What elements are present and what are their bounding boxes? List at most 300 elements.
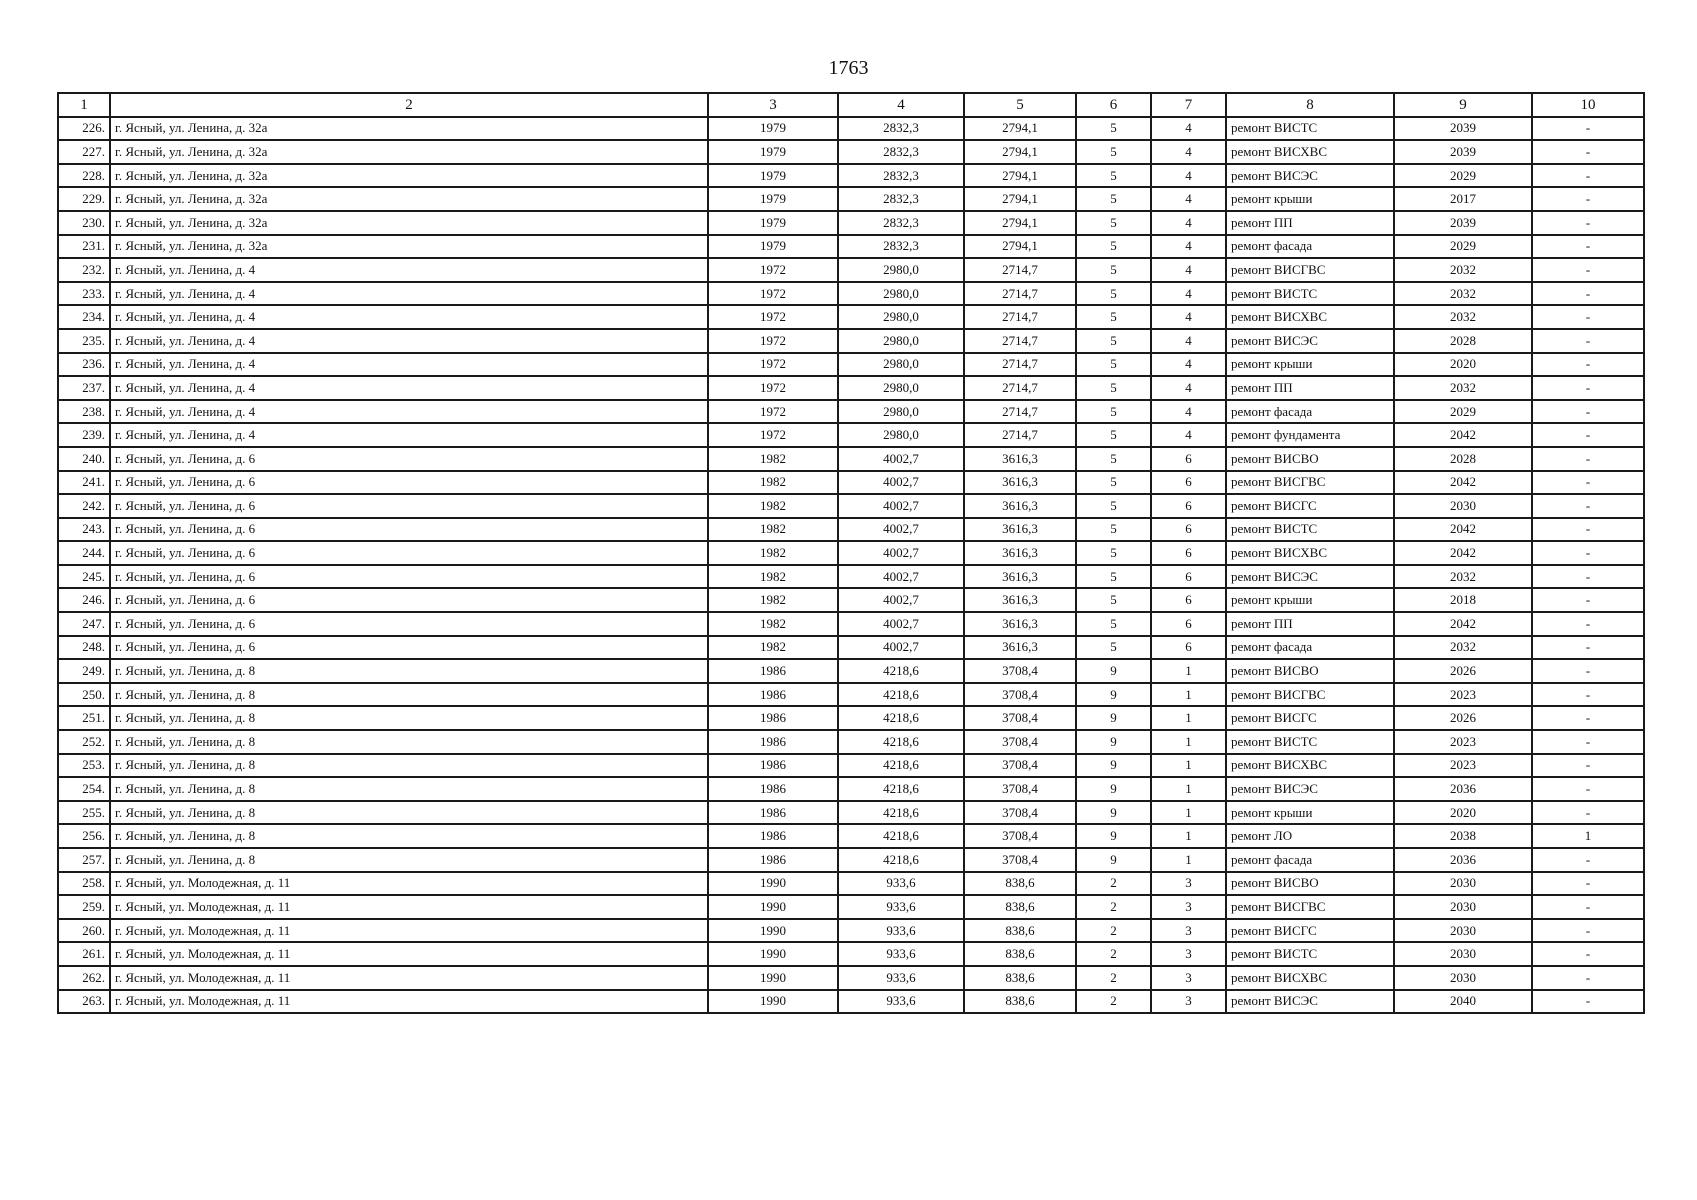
flag-cell: - <box>1532 353 1644 377</box>
year-built-cell: 1972 <box>708 329 838 353</box>
repair-type-cell: ремонт ВИСТС <box>1226 117 1394 141</box>
total-area-cell: 2980,0 <box>838 423 964 447</box>
table-row <box>58 801 1644 825</box>
flag-cell: - <box>1532 966 1644 990</box>
flag-cell: - <box>1532 730 1644 754</box>
row-number-cell: 240. <box>58 447 110 471</box>
total-area-cell: 2832,3 <box>838 117 964 141</box>
repair-type-cell: ремонт ВИСВО <box>1226 659 1394 683</box>
row-number-cell: 249. <box>58 659 110 683</box>
year-built-cell: 1979 <box>708 187 838 211</box>
repair-type-cell: ремонт фасада <box>1226 400 1394 424</box>
total-area-cell: 2980,0 <box>838 282 964 306</box>
row-number-cell: 243. <box>58 518 110 542</box>
row-number-cell: 255. <box>58 801 110 825</box>
flag-cell: - <box>1532 588 1644 612</box>
floors-cell: 5 <box>1076 400 1151 424</box>
row-number-cell: 228. <box>58 164 110 188</box>
floors-cell: 9 <box>1076 730 1151 754</box>
flag-cell: - <box>1532 282 1644 306</box>
living-area-cell: 2714,7 <box>964 353 1076 377</box>
year-built-cell: 1986 <box>708 659 838 683</box>
address-cell: г. Ясный, ул. Ленина, д. 32а <box>110 235 708 259</box>
planned-year-cell: 2030 <box>1394 895 1532 919</box>
row-number-cell: 256. <box>58 824 110 848</box>
living-area-cell: 838,6 <box>964 895 1076 919</box>
table-row <box>58 494 1644 518</box>
living-area-cell: 3708,4 <box>964 777 1076 801</box>
living-area-cell: 3616,3 <box>964 541 1076 565</box>
flag-cell: - <box>1532 423 1644 447</box>
entrances-cell: 6 <box>1151 471 1226 495</box>
entrances-cell: 6 <box>1151 588 1226 612</box>
living-area-cell: 2714,7 <box>964 376 1076 400</box>
row-number-cell: 247. <box>58 612 110 636</box>
repair-type-cell: ремонт ВИСГВС <box>1226 258 1394 282</box>
table-body <box>58 117 1644 1014</box>
floors-cell: 9 <box>1076 801 1151 825</box>
repair-type-cell: ремонт ВИСГС <box>1226 706 1394 730</box>
address-cell: г. Ясный, ул. Молодежная, д. 11 <box>110 942 708 966</box>
repair-type-cell: ремонт ВИСВО <box>1226 447 1394 471</box>
table-row <box>58 565 1644 589</box>
living-area-cell: 2714,7 <box>964 305 1076 329</box>
flag-cell: - <box>1532 872 1644 896</box>
entrances-cell: 1 <box>1151 801 1226 825</box>
year-built-cell: 1990 <box>708 942 838 966</box>
entrances-cell: 1 <box>1151 659 1226 683</box>
entrances-cell: 6 <box>1151 636 1226 660</box>
address-cell: г. Ясный, ул. Ленина, д. 6 <box>110 471 708 495</box>
total-area-cell: 933,6 <box>838 990 964 1014</box>
floors-cell: 9 <box>1076 777 1151 801</box>
total-area-cell: 933,6 <box>838 872 964 896</box>
living-area-cell: 2794,1 <box>964 140 1076 164</box>
flag-cell: - <box>1532 801 1644 825</box>
row-number-cell: 258. <box>58 872 110 896</box>
table-row <box>58 895 1644 919</box>
total-area-cell: 2832,3 <box>838 164 964 188</box>
living-area-cell: 3616,3 <box>964 636 1076 660</box>
total-area-cell: 2980,0 <box>838 376 964 400</box>
planned-year-cell: 2042 <box>1394 423 1532 447</box>
address-cell: г. Ясный, ул. Ленина, д. 32а <box>110 187 708 211</box>
floors-cell: 5 <box>1076 612 1151 636</box>
planned-year-cell: 2040 <box>1394 990 1532 1014</box>
entrances-cell: 1 <box>1151 777 1226 801</box>
year-built-cell: 1972 <box>708 376 838 400</box>
living-area-cell: 3708,4 <box>964 754 1076 778</box>
row-number-cell: 250. <box>58 683 110 707</box>
flag-cell: - <box>1532 754 1644 778</box>
total-area-cell: 4002,7 <box>838 541 964 565</box>
repair-type-cell: ремонт крыши <box>1226 353 1394 377</box>
flag-cell: - <box>1532 706 1644 730</box>
floors-cell: 5 <box>1076 376 1151 400</box>
flag-cell: - <box>1532 659 1644 683</box>
repair-type-cell: ремонт ВИСГС <box>1226 494 1394 518</box>
living-area-cell: 2794,1 <box>964 164 1076 188</box>
repair-type-cell: ремонт ВИСГВС <box>1226 895 1394 919</box>
column-header: 10 <box>1532 93 1644 117</box>
floors-cell: 5 <box>1076 541 1151 565</box>
row-number-cell: 245. <box>58 565 110 589</box>
year-built-cell: 1982 <box>708 471 838 495</box>
repair-type-cell: ремонт ВИСХВС <box>1226 754 1394 778</box>
total-area-cell: 2832,3 <box>838 187 964 211</box>
floors-cell: 5 <box>1076 211 1151 235</box>
planned-year-cell: 2023 <box>1394 730 1532 754</box>
year-built-cell: 1986 <box>708 824 838 848</box>
row-number-cell: 226. <box>58 117 110 141</box>
year-built-cell: 1986 <box>708 706 838 730</box>
repair-type-cell: ремонт ВИСХВС <box>1226 140 1394 164</box>
repair-type-cell: ремонт ВИСТС <box>1226 942 1394 966</box>
entrances-cell: 3 <box>1151 990 1226 1014</box>
table-row <box>58 848 1644 872</box>
flag-cell: - <box>1532 140 1644 164</box>
living-area-cell: 2714,7 <box>964 282 1076 306</box>
entrances-cell: 6 <box>1151 612 1226 636</box>
table-row <box>58 376 1644 400</box>
entrances-cell: 1 <box>1151 683 1226 707</box>
year-built-cell: 1986 <box>708 777 838 801</box>
row-number-cell: 229. <box>58 187 110 211</box>
planned-year-cell: 2028 <box>1394 447 1532 471</box>
living-area-cell: 2794,1 <box>964 187 1076 211</box>
year-built-cell: 1979 <box>708 117 838 141</box>
address-cell: г. Ясный, ул. Ленина, д. 6 <box>110 588 708 612</box>
total-area-cell: 4218,6 <box>838 659 964 683</box>
repair-type-cell: ремонт фасада <box>1226 636 1394 660</box>
row-number-cell: 241. <box>58 471 110 495</box>
floors-cell: 5 <box>1076 117 1151 141</box>
entrances-cell: 4 <box>1151 258 1226 282</box>
entrances-cell: 3 <box>1151 942 1226 966</box>
planned-year-cell: 2017 <box>1394 187 1532 211</box>
living-area-cell: 2714,7 <box>964 329 1076 353</box>
total-area-cell: 933,6 <box>838 919 964 943</box>
flag-cell: - <box>1532 447 1644 471</box>
entrances-cell: 4 <box>1151 211 1226 235</box>
flag-cell: - <box>1532 187 1644 211</box>
total-area-cell: 4002,7 <box>838 565 964 589</box>
address-cell: г. Ясный, ул. Молодежная, д. 11 <box>110 872 708 896</box>
planned-year-cell: 2036 <box>1394 777 1532 801</box>
planned-year-cell: 2030 <box>1394 942 1532 966</box>
total-area-cell: 4002,7 <box>838 494 964 518</box>
total-area-cell: 2832,3 <box>838 235 964 259</box>
total-area-cell: 2980,0 <box>838 353 964 377</box>
row-number-cell: 236. <box>58 353 110 377</box>
total-area-cell: 2980,0 <box>838 400 964 424</box>
address-cell: г. Ясный, ул. Ленина, д. 6 <box>110 494 708 518</box>
floors-cell: 5 <box>1076 565 1151 589</box>
year-built-cell: 1972 <box>708 282 838 306</box>
living-area-cell: 2794,1 <box>964 235 1076 259</box>
address-cell: г. Ясный, ул. Ленина, д. 8 <box>110 706 708 730</box>
address-cell: г. Ясный, ул. Ленина, д. 4 <box>110 423 708 447</box>
floors-cell: 2 <box>1076 872 1151 896</box>
address-cell: г. Ясный, ул. Ленина, д. 6 <box>110 447 708 471</box>
row-number-cell: 257. <box>58 848 110 872</box>
year-built-cell: 1982 <box>708 612 838 636</box>
address-cell: г. Ясный, ул. Ленина, д. 8 <box>110 659 708 683</box>
floors-cell: 9 <box>1076 754 1151 778</box>
planned-year-cell: 2042 <box>1394 541 1532 565</box>
address-cell: г. Ясный, ул. Ленина, д. 8 <box>110 754 708 778</box>
flag-cell: - <box>1532 919 1644 943</box>
repair-type-cell: ремонт ВИСТС <box>1226 730 1394 754</box>
total-area-cell: 4218,6 <box>838 706 964 730</box>
repair-type-cell: ремонт ВИСВО <box>1226 872 1394 896</box>
row-number-cell: 246. <box>58 588 110 612</box>
table-row <box>58 754 1644 778</box>
living-area-cell: 3616,3 <box>964 447 1076 471</box>
floors-cell: 5 <box>1076 447 1151 471</box>
year-built-cell: 1982 <box>708 518 838 542</box>
floors-cell: 5 <box>1076 423 1151 447</box>
row-number-cell: 242. <box>58 494 110 518</box>
year-built-cell: 1982 <box>708 541 838 565</box>
entrances-cell: 6 <box>1151 541 1226 565</box>
planned-year-cell: 2029 <box>1394 164 1532 188</box>
table-row <box>58 636 1644 660</box>
flag-cell: - <box>1532 164 1644 188</box>
year-built-cell: 1982 <box>708 565 838 589</box>
total-area-cell: 4002,7 <box>838 471 964 495</box>
flag-cell: - <box>1532 117 1644 141</box>
repair-type-cell: ремонт фасада <box>1226 235 1394 259</box>
row-number-cell: 253. <box>58 754 110 778</box>
flag-cell: - <box>1532 329 1644 353</box>
repair-schedule-table <box>57 92 1645 1014</box>
year-built-cell: 1979 <box>708 211 838 235</box>
column-header: 5 <box>964 93 1076 117</box>
living-area-cell: 3708,4 <box>964 801 1076 825</box>
address-cell: г. Ясный, ул. Ленина, д. 8 <box>110 801 708 825</box>
floors-cell: 5 <box>1076 282 1151 306</box>
living-area-cell: 838,6 <box>964 919 1076 943</box>
row-number-cell: 262. <box>58 966 110 990</box>
entrances-cell: 4 <box>1151 400 1226 424</box>
table-row <box>58 235 1644 259</box>
table-row <box>58 990 1644 1014</box>
living-area-cell: 3708,4 <box>964 683 1076 707</box>
planned-year-cell: 2026 <box>1394 659 1532 683</box>
repair-type-cell: ремонт фасада <box>1226 848 1394 872</box>
year-built-cell: 1979 <box>708 164 838 188</box>
flag-cell: - <box>1532 400 1644 424</box>
entrances-cell: 4 <box>1151 305 1226 329</box>
entrances-cell: 4 <box>1151 329 1226 353</box>
table-row <box>58 471 1644 495</box>
column-header: 1 <box>58 93 110 117</box>
living-area-cell: 3616,3 <box>964 565 1076 589</box>
entrances-cell: 1 <box>1151 824 1226 848</box>
row-number-cell: 237. <box>58 376 110 400</box>
planned-year-cell: 2039 <box>1394 140 1532 164</box>
floors-cell: 5 <box>1076 305 1151 329</box>
column-header: 6 <box>1076 93 1151 117</box>
row-number-cell: 230. <box>58 211 110 235</box>
year-built-cell: 1982 <box>708 636 838 660</box>
year-built-cell: 1986 <box>708 730 838 754</box>
table-row <box>58 588 1644 612</box>
entrances-cell: 4 <box>1151 282 1226 306</box>
living-area-cell: 2714,7 <box>964 423 1076 447</box>
living-area-cell: 2714,7 <box>964 400 1076 424</box>
page-number: 1763 <box>828 57 869 79</box>
year-built-cell: 1982 <box>708 494 838 518</box>
address-cell: г. Ясный, ул. Ленина, д. 4 <box>110 376 708 400</box>
total-area-cell: 4218,6 <box>838 848 964 872</box>
row-number-cell: 232. <box>58 258 110 282</box>
row-number-cell: 233. <box>58 282 110 306</box>
planned-year-cell: 2030 <box>1394 919 1532 943</box>
planned-year-cell: 2030 <box>1394 494 1532 518</box>
table-row <box>58 706 1644 730</box>
floors-cell: 5 <box>1076 471 1151 495</box>
table-row <box>58 824 1644 848</box>
address-cell: г. Ясный, ул. Ленина, д. 4 <box>110 258 708 282</box>
row-number-cell: 227. <box>58 140 110 164</box>
flag-cell: - <box>1532 683 1644 707</box>
floors-cell: 2 <box>1076 919 1151 943</box>
year-built-cell: 1986 <box>708 754 838 778</box>
entrances-cell: 3 <box>1151 966 1226 990</box>
total-area-cell: 933,6 <box>838 966 964 990</box>
total-area-cell: 4002,7 <box>838 612 964 636</box>
floors-cell: 2 <box>1076 895 1151 919</box>
planned-year-cell: 2029 <box>1394 400 1532 424</box>
floors-cell: 5 <box>1076 636 1151 660</box>
flag-cell: 1 <box>1532 824 1644 848</box>
table-row <box>58 966 1644 990</box>
floors-cell: 9 <box>1076 824 1151 848</box>
repair-type-cell: ремонт ВИСТС <box>1226 282 1394 306</box>
total-area-cell: 4218,6 <box>838 824 964 848</box>
repair-type-cell: ремонт ВИСЭС <box>1226 777 1394 801</box>
total-area-cell: 2980,0 <box>838 329 964 353</box>
living-area-cell: 3708,4 <box>964 824 1076 848</box>
entrances-cell: 4 <box>1151 187 1226 211</box>
table-row <box>58 919 1644 943</box>
repair-type-cell: ремонт ЛО <box>1226 824 1394 848</box>
total-area-cell: 933,6 <box>838 942 964 966</box>
row-number-cell: 238. <box>58 400 110 424</box>
column-header: 2 <box>110 93 708 117</box>
row-number-cell: 244. <box>58 541 110 565</box>
repair-type-cell: ремонт крыши <box>1226 801 1394 825</box>
repair-type-cell: ремонт ВИСХВС <box>1226 305 1394 329</box>
planned-year-cell: 2030 <box>1394 872 1532 896</box>
year-built-cell: 1990 <box>708 966 838 990</box>
year-built-cell: 1972 <box>708 305 838 329</box>
address-cell: г. Ясный, ул. Ленина, д. 8 <box>110 683 708 707</box>
floors-cell: 2 <box>1076 966 1151 990</box>
living-area-cell: 2794,1 <box>964 117 1076 141</box>
flag-cell: - <box>1532 258 1644 282</box>
address-cell: г. Ясный, ул. Ленина, д. 8 <box>110 777 708 801</box>
planned-year-cell: 2042 <box>1394 612 1532 636</box>
total-area-cell: 4002,7 <box>838 447 964 471</box>
floors-cell: 5 <box>1076 353 1151 377</box>
entrances-cell: 1 <box>1151 848 1226 872</box>
flag-cell: - <box>1532 777 1644 801</box>
year-built-cell: 1986 <box>708 848 838 872</box>
planned-year-cell: 2023 <box>1394 754 1532 778</box>
address-cell: г. Ясный, ул. Ленина, д. 32а <box>110 140 708 164</box>
column-header: 7 <box>1151 93 1226 117</box>
planned-year-cell: 2032 <box>1394 636 1532 660</box>
column-header: 4 <box>838 93 964 117</box>
address-cell: г. Ясный, ул. Ленина, д. 6 <box>110 518 708 542</box>
table-row <box>58 282 1644 306</box>
year-built-cell: 1986 <box>708 801 838 825</box>
living-area-cell: 3616,3 <box>964 518 1076 542</box>
repair-type-cell: ремонт крыши <box>1226 187 1394 211</box>
row-number-cell: 234. <box>58 305 110 329</box>
entrances-cell: 4 <box>1151 164 1226 188</box>
table-row <box>58 423 1644 447</box>
flag-cell: - <box>1532 848 1644 872</box>
floors-cell: 5 <box>1076 235 1151 259</box>
planned-year-cell: 2030 <box>1394 966 1532 990</box>
row-number-cell: 251. <box>58 706 110 730</box>
address-cell: г. Ясный, ул. Ленина, д. 6 <box>110 636 708 660</box>
living-area-cell: 838,6 <box>964 966 1076 990</box>
total-area-cell: 2832,3 <box>838 211 964 235</box>
total-area-cell: 4218,6 <box>838 777 964 801</box>
total-area-cell: 4218,6 <box>838 730 964 754</box>
repair-type-cell: ремонт ВИСГВС <box>1226 471 1394 495</box>
flag-cell: - <box>1532 518 1644 542</box>
address-cell: г. Ясный, ул. Молодежная, д. 11 <box>110 966 708 990</box>
address-cell: г. Ясный, ул. Ленина, д. 8 <box>110 848 708 872</box>
entrances-cell: 3 <box>1151 895 1226 919</box>
entrances-cell: 1 <box>1151 730 1226 754</box>
repair-type-cell: ремонт ВИСГС <box>1226 919 1394 943</box>
living-area-cell: 838,6 <box>964 872 1076 896</box>
flag-cell: - <box>1532 305 1644 329</box>
address-cell: г. Ясный, ул. Ленина, д. 4 <box>110 329 708 353</box>
year-built-cell: 1982 <box>708 447 838 471</box>
planned-year-cell: 2023 <box>1394 683 1532 707</box>
entrances-cell: 6 <box>1151 494 1226 518</box>
planned-year-cell: 2032 <box>1394 305 1532 329</box>
year-built-cell: 1979 <box>708 235 838 259</box>
floors-cell: 5 <box>1076 258 1151 282</box>
row-number-cell: 231. <box>58 235 110 259</box>
address-cell: г. Ясный, ул. Ленина, д. 32а <box>110 211 708 235</box>
planned-year-cell: 2032 <box>1394 565 1532 589</box>
table-header-row <box>58 93 1644 117</box>
table-row <box>58 117 1644 141</box>
table-row <box>58 612 1644 636</box>
table-row <box>58 683 1644 707</box>
entrances-cell: 1 <box>1151 706 1226 730</box>
address-cell: г. Ясный, ул. Ленина, д. 32а <box>110 164 708 188</box>
flag-cell: - <box>1532 942 1644 966</box>
living-area-cell: 3616,3 <box>964 612 1076 636</box>
address-cell: г. Ясный, ул. Молодежная, д. 11 <box>110 895 708 919</box>
planned-year-cell: 2020 <box>1394 353 1532 377</box>
year-built-cell: 1990 <box>708 990 838 1014</box>
column-header: 9 <box>1394 93 1532 117</box>
living-area-cell: 3708,4 <box>964 706 1076 730</box>
address-cell: г. Ясный, ул. Ленина, д. 4 <box>110 282 708 306</box>
